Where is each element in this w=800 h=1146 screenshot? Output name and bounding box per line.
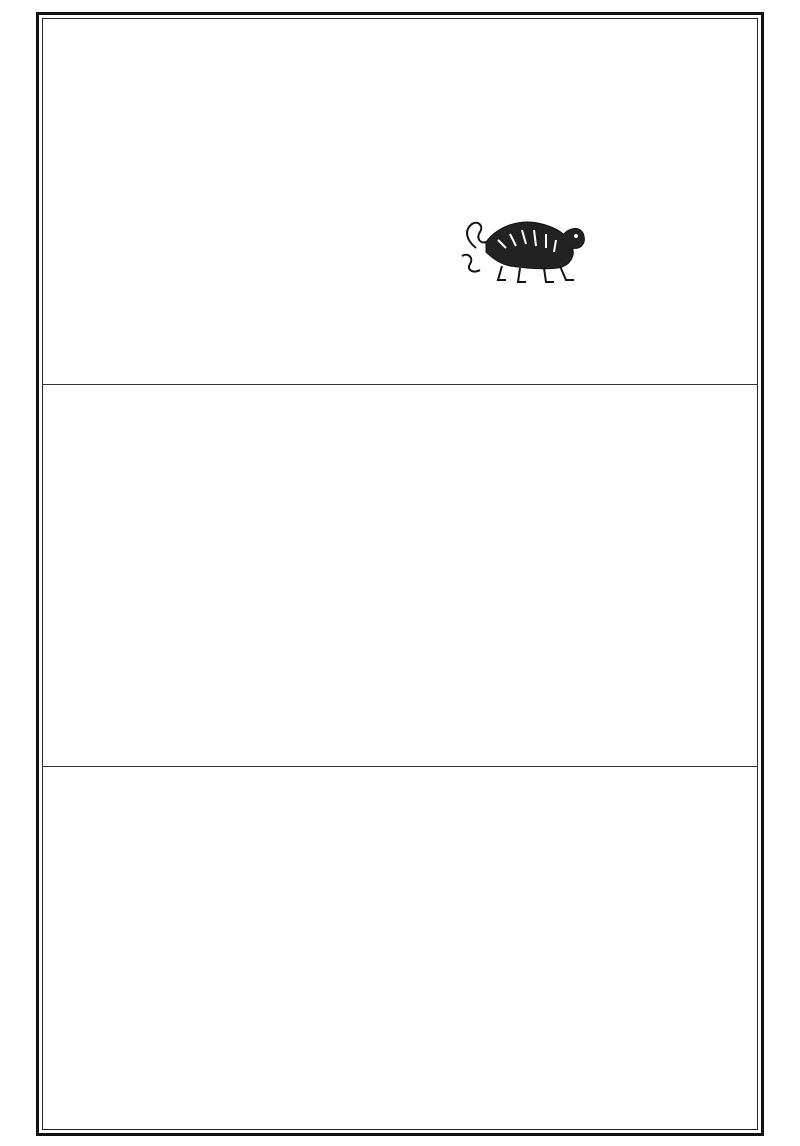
inner-border — [42, 18, 758, 1130]
section-divider-bottom — [42, 766, 758, 767]
tiger-illustration — [458, 196, 590, 286]
section-divider-top — [42, 384, 758, 385]
